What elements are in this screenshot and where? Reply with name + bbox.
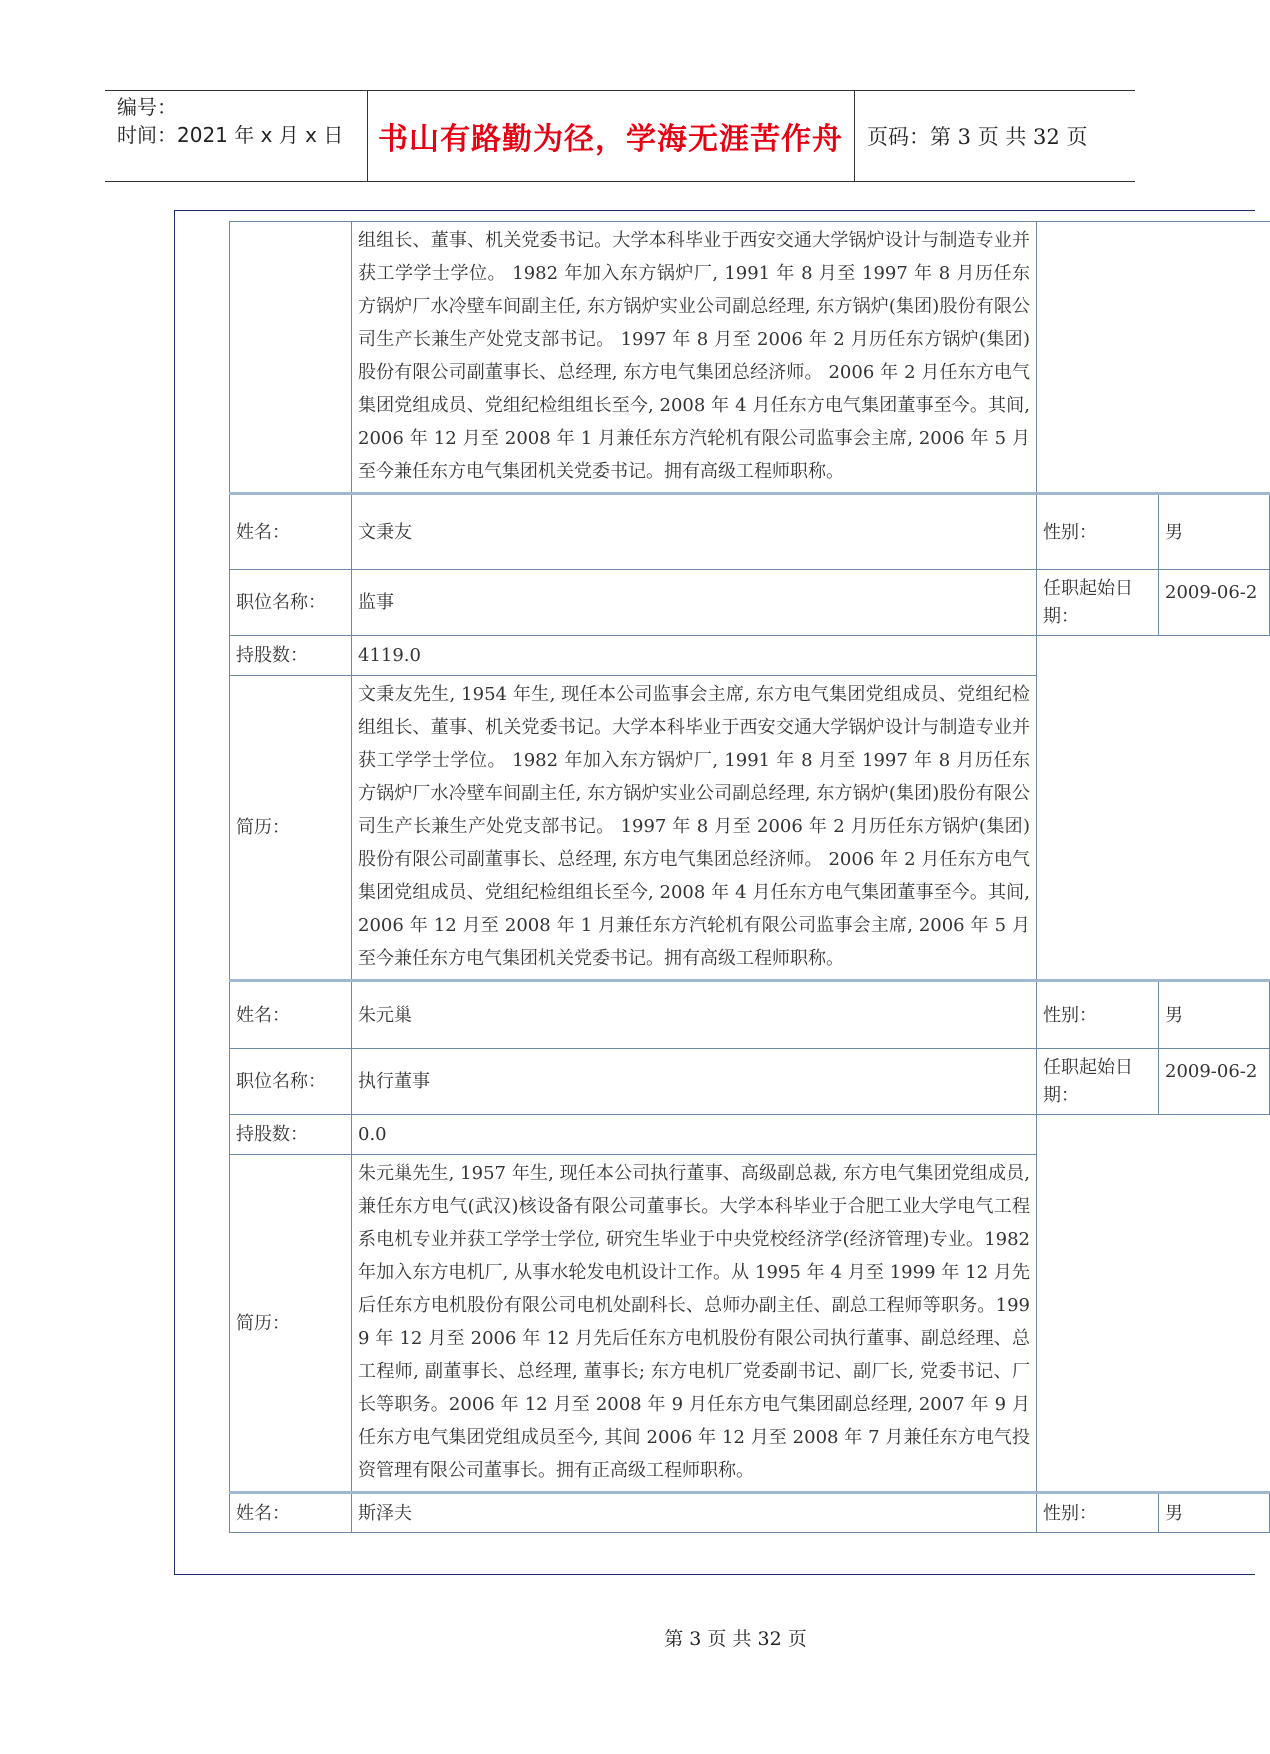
resume-text: 组组长、董事、机关党委书记。大学本科毕业于西安交通大学锅炉设计与制造专业并获工学学士学位。 1982 年加入东方锅炉厂, 1991 年 8 月至 1997 年 8 月历任东方锅炉厂水冷壁车间副主任, 东方锅炉实业公司副总经理, 东方锅炉(集团)股份有限公司生产长兼生产处党支部书记。 1997 年 8 月至 2006 年 2 月历任东方锅炉(集团)股份有限公司副董事长、总经理, 东方电气集团总经济师。 2006 年 2 月任东方电气集团党组成员、党组纪检组组长至今, 2008 年 4 月任东方电气集团董事至今。其间, 2006 年 12 月至 2008 年 1 月兼任东方汽轮机有限公司监事会主席, 2006 年 5 月至今兼任东方电气集团机关党委书记。拥有高级工程师职称。 (352, 222, 1037, 494)
start-date-label: 任职起始日期： (1037, 570, 1159, 636)
table-row (230, 636, 1270, 676)
name-label: 姓名： (230, 981, 352, 1049)
document-header (105, 90, 1135, 182)
resume-label: 简历： (230, 1155, 352, 1493)
name-value: 文秉友 (352, 494, 1037, 570)
start-date-value: 2009-06-2 (1159, 1049, 1270, 1115)
empty-cell (1037, 222, 1270, 494)
doc-time-label: 时间：2021 年 x 月 x 日 (117, 123, 344, 147)
shares-label: 持股数： (230, 1115, 352, 1155)
resume-text: 文秉友先生, 1954 年生, 现任本公司监事会主席, 东方电气集团党组成员、党组纪检组组长、董事、机关党委书记。大学本科毕业于西安交通大学锅炉设计与制造专业并获工学学士学位。 1982 年加入东方锅炉厂, 1991 年 8 月至 1997 年 8 月历任东方锅炉厂水冷壁车间副主任, 东方锅炉实业公司副总经理, 东方锅炉(集团)股份有限公司生产长兼生产处党支部书记。 1997 年 8 月至 2006 年 2 月历任东方锅炉(集团)股份有限公司副董事长、总经理, 东方电气集团总经济师。 2006 年 2 月任东方电气集团党组成员、党组纪检组组长至今, 2008 年 4 月任东方电气集团董事至今。其间, 2006 年 12 月至 2008 年 1 月兼任东方汽轮机有限公司监事会主席, 2006 年 5 月至今兼任东方电气集团机关党委书记。拥有高级工程师职称。 (352, 676, 1037, 981)
header-meta (117, 93, 343, 149)
gender-value: 男 (1159, 494, 1270, 570)
position-value: 执行董事 (352, 1049, 1037, 1115)
position-value: 监事 (352, 570, 1037, 636)
name-label: 姓名： (230, 1493, 352, 1533)
resume-label-cell (230, 222, 352, 494)
position-label: 职位名称： (230, 1049, 352, 1115)
table-row (230, 222, 1270, 494)
name-label: 姓名： (230, 494, 352, 570)
start-date-value: 2009-06-2 (1159, 570, 1270, 636)
gender-value: 男 (1159, 981, 1270, 1049)
gender-value: 男 (1159, 1493, 1270, 1533)
doc-number-label: 编号： (117, 95, 177, 119)
shares-label: 持股数： (230, 636, 352, 676)
personnel-table (229, 221, 1270, 1533)
page-footer: 第 3 页 共 32 页 (664, 1628, 807, 1650)
gender-label: 性别： (1037, 981, 1159, 1049)
header-page-code: 页码：第 3 页 共 32 页 (867, 125, 1088, 149)
name-value: 朱元巢 (352, 981, 1037, 1049)
name-value: 斯泽夫 (352, 1493, 1037, 1533)
resume-text: 朱元巢先生, 1957 年生, 现任本公司执行董事、高级副总裁, 东方电气集团党组成员, 兼任东方电气(武汉)核设备有限公司董事长。大学本科毕业于合肥工业大学电气工程系电机专业并获工学学士学位, 研究生毕业于中央党校经济学(经济管理)专业。1982 年加入东方电机厂, 从事水轮发电机设计工作。从 1995 年 4 月至 1999 年 12 月先后任东方电机股份有限公司电机处副科长、总师办副主任、副总工程师等职务。1999 年 12 月至 2006 年 12 月先后任东方电机股份有限公司执行董事、副总经理、总工程师, 副董事长、总经理, 董事长; 东方电机厂党委副书记、副厂长, 党委书记、厂长等职务。2006 年 12 月至 2008 年 9 月任东方电气集团副总经理, 2007 年 9 月任东方电气集团党组成员至今, 其间 2006 年 12 月至 2008 年 7 月兼任东方电气投资管理有限公司董事长。拥有正高级工程师职称。 (352, 1155, 1037, 1493)
resume-label: 简历： (230, 676, 352, 981)
header-motto: 书山有路勤为径，学海无涯苦作舟 (378, 122, 843, 157)
header-divider (854, 90, 855, 182)
empty-cell (1037, 636, 1270, 981)
table-row (230, 981, 1270, 1049)
table-row (230, 570, 1270, 636)
position-label: 职位名称： (230, 570, 352, 636)
table-row (230, 1493, 1270, 1533)
shares-value: 0.0 (352, 1115, 1037, 1155)
empty-cell (1037, 1115, 1270, 1493)
gender-label: 性别： (1037, 1493, 1159, 1533)
table-row (230, 494, 1270, 570)
shares-value: 4119.0 (352, 636, 1037, 676)
table-row (230, 1115, 1270, 1155)
table-row (230, 1049, 1270, 1115)
start-date-label: 任职起始日期： (1037, 1049, 1159, 1115)
gender-label: 性别： (1037, 494, 1159, 570)
